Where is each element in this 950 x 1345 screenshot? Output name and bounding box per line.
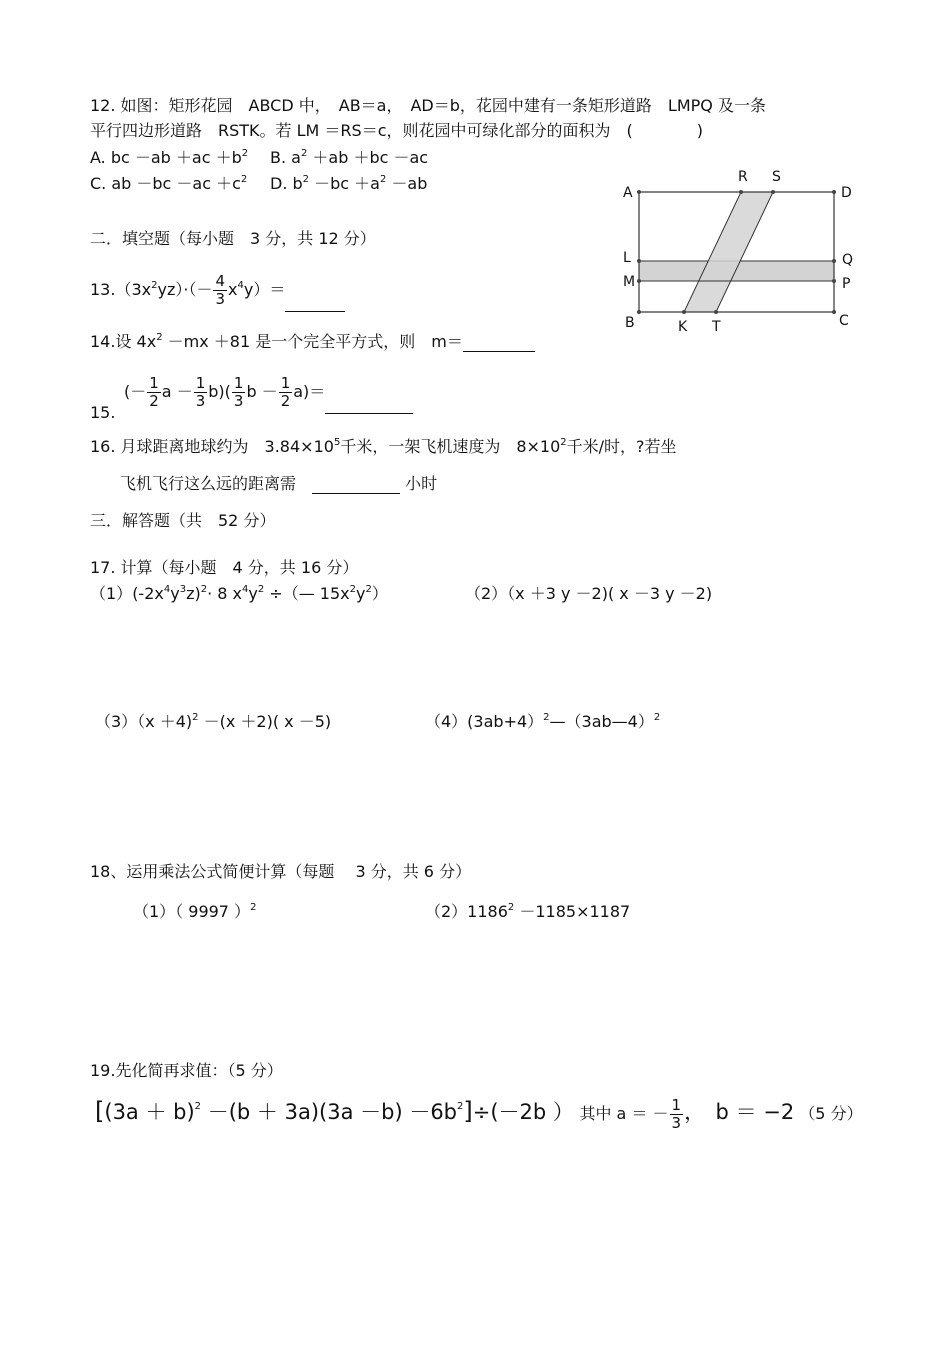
q19-expression: $[(3a + b)^2 -(b + 3a)(3a -b) -6b^2]\div(-2b$ ） 其中 a ＝ － $\frac{1}{3}$ ， b ＝ −2 （5 分） <box>95 1096 863 1132</box>
q18-part1: （1）（ 9997 ）$^2$ <box>133 902 257 921</box>
label-d: D <box>841 185 852 201</box>
q13-fraction: $\frac{4}{3}$ <box>215 272 225 308</box>
section-2-title: 二．填空题（每小题 3 分，共 12 分） <box>90 229 376 248</box>
label-a: A <box>623 185 633 201</box>
label-m: M <box>623 274 636 290</box>
q12-option-b: B. $a^2 +ab +bc -ac$ <box>270 148 429 167</box>
q19-title: 19.先化简再求值：（5 分） <box>90 1061 283 1080</box>
q19-fraction: $\frac{1}{3}$ <box>671 1096 682 1132</box>
q12-option-a: A. bc $-ab +ac +b^2$ <box>90 148 249 167</box>
q12-line2: 平行四边形道路 RSTK。若 LM ＝RS＝c，则花园中可绿化部分的面积为 ( ) <box>90 121 703 140</box>
q18-title: 18、运用乘法公式简便计算（每题 3 分，共 6 分） <box>90 862 472 881</box>
q15-number: 15. <box>90 403 116 422</box>
label-b: B <box>625 315 635 331</box>
label-k: K <box>678 319 688 335</box>
q16-line1: 16. 月球距离地球约为 $3.84\times 10^5$千米，一架飞机速度为 $8\times 10^2$千米/时，?若坐 <box>90 437 677 456</box>
label-c: C <box>839 313 849 329</box>
q13: $13.(3x^2yz)\cdot(-$ $\frac{4}{3}$ $x^4y)=$ <box>90 268 345 312</box>
q17-title: 17. 计算（每小题 4 分，共 16 分） <box>90 558 359 577</box>
label-s: S <box>772 169 781 185</box>
q12-option-d: D. $b^2 -bc +a^2 -ab$ <box>270 174 428 193</box>
q15-expression: (－ $\frac{1}{2}$ a － $\frac{1}{3}$ b)( $\frac{1}{3}$ b － $\frac{1}{2}$ a)＝ <box>124 370 413 414</box>
label-r: R <box>738 169 748 185</box>
q16-answer-blank[interactable] <box>312 477 400 494</box>
q17-part4: （4）(3ab+4）$^2$—（3ab—4）$^2$ <box>425 712 661 731</box>
q17-part3: （3）（x ＋4)$^2$ －(x ＋2)( x －5) <box>95 712 332 731</box>
label-p: P <box>842 276 851 292</box>
road-rstk <box>684 192 773 312</box>
label-l: L <box>623 250 631 266</box>
label-q: Q <box>842 252 854 268</box>
q15-answer-blank[interactable] <box>325 397 413 414</box>
section-3-title: 三．解答题（共 52 分） <box>90 511 276 530</box>
q16-line2: 飞机飞行这么远的距离需 小时 <box>120 474 438 493</box>
q14: 14.设 $4x^2 -mx +81$ 是一个完全平方式，则 m＝ <box>90 332 535 352</box>
q12-option-c: C. ab $-bc -ac +c^2$ <box>90 174 248 193</box>
q14-answer-blank[interactable] <box>463 335 535 352</box>
q17-part2: （2）（x ＋3 y －2)( x －3 y －2) <box>465 584 713 603</box>
q18-part2: $(2)1186^2 -1185\times 1187$ <box>425 902 631 921</box>
label-t: T <box>712 319 721 335</box>
q12-line1: 12. 如图：矩形花园 ABCD 中， AB＝a， AD＝b，花园中建有一条矩形道路 LMPQ 及一条 <box>90 96 766 115</box>
garden-figure <box>610 165 870 340</box>
q17-part1: $(1)(-2x^4y^3z)^2\cdot 8$ $x^4y^2$ ÷（— $15x^2y^2$） <box>90 584 388 603</box>
q13-answer-blank[interactable] <box>285 295 345 312</box>
